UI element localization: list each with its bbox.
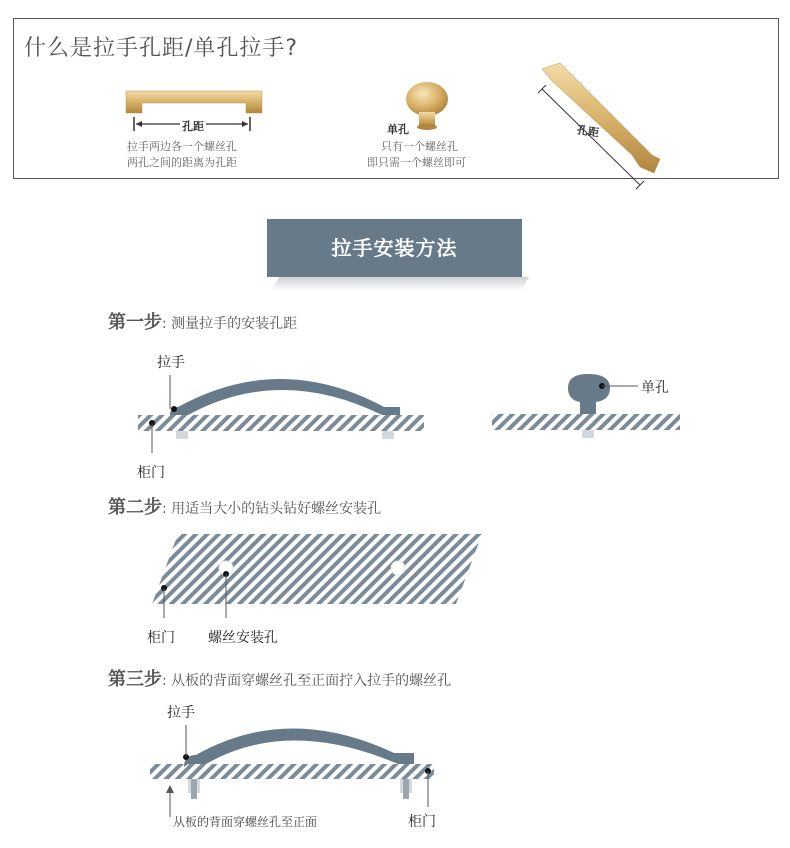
knob-single-hole-label: 单孔 — [387, 123, 409, 136]
knob-image — [404, 81, 450, 133]
handle-caption-2: 两孔之间的距离为孔距 — [127, 156, 237, 169]
intro-title: 什么是拉手孔距/单孔拉手? — [24, 36, 299, 61]
step3-back-label: 从板的背面穿螺丝孔至正面 — [173, 815, 318, 829]
handle-caption-1: 拉手两边各一个螺丝孔 — [127, 140, 237, 153]
step2-door-label: 柜门 — [147, 630, 175, 646]
step2-drilling-diagram — [150, 532, 490, 642]
step3-screw-diagram — [148, 715, 448, 825]
install-method-banner: 拉手安装方法 — [267, 219, 522, 277]
handle-distance-label: 孔距 — [182, 120, 204, 133]
step3-door-label: 柜门 — [408, 814, 436, 830]
step1-handle-label: 拉手 — [157, 355, 185, 371]
step1-single-hole-label: 单孔 — [641, 380, 669, 396]
step3-number: 第三步 — [108, 669, 162, 690]
step1-handle-diagram — [130, 365, 430, 445]
diagonal-bar-handle-image — [532, 59, 672, 179]
banner-shadow — [271, 277, 529, 291]
step2-number: 第二步 — [108, 497, 162, 518]
step1-description: : 测量拉手的安装孔距 — [162, 316, 298, 332]
knob-caption-2: 即只需一个螺丝即可 — [367, 156, 466, 169]
bar-handle-image — [124, 89, 264, 119]
step3-handle-label: 拉手 — [167, 705, 195, 721]
step2-hole-label: 螺丝安装孔 — [208, 630, 278, 646]
step3-heading — [108, 665, 451, 691]
step1-door-label: 柜门 — [137, 465, 165, 481]
knob-caption-1: 只有一个螺丝孔 — [381, 140, 458, 153]
step2-heading — [108, 493, 381, 519]
step3-description: : 从板的背面穿螺丝孔至正面拧入拉手的螺丝孔 — [162, 673, 452, 689]
step2-description: : 用适当大小的钻头钻好螺丝安装孔 — [162, 501, 382, 517]
step1-heading — [108, 308, 297, 334]
bar-distance-label: 孔距 — [576, 123, 600, 140]
intro-panel — [13, 18, 779, 179]
step1-number: 第一步 — [108, 312, 162, 333]
